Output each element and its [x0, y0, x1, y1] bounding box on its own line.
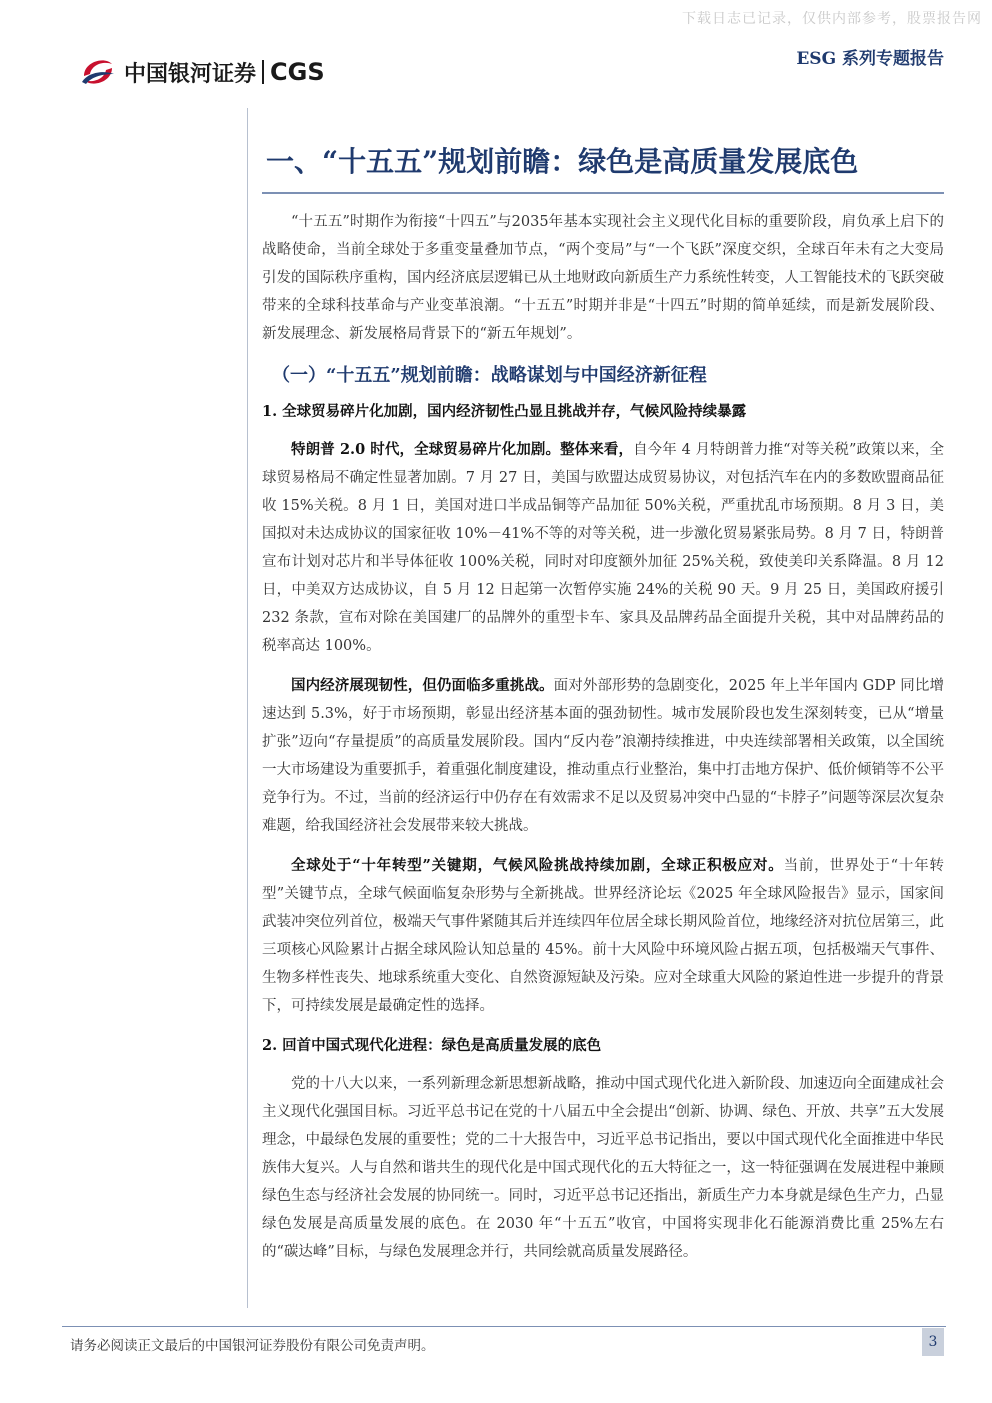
- company-logo: [78, 52, 325, 92]
- item2-title: 2. 回首中国式现代化进程：绿色是高质量发展的底色: [262, 1037, 602, 1054]
- section-title-rule: [262, 192, 944, 194]
- item1-p3-text: 当前，世界处于“十年转型”关键节点，全球气候面临复杂形势与全新挑战。世界经济论坛《2025 年全球风险报告》显示，国家间武装冲突位列首位，极端天气事件紧随其后并连续四年位居全球长期风险首位，地缘经济对抗位居第三，此三项核心风险累计占据全球风险认知总量的 45%。前十大风险中环境风险占据五项，包括极端天气事件、生物多样性丧失、地球系统重大变化、自然资源短缺及污染。应对全球重大风险的紧迫性进一步提升的背景下，可持续发展是最确定性的选择。: [262, 858, 944, 1014]
- section-title: 一、“十五五”规划前瞻：绿色是高质量发展底色: [266, 145, 859, 178]
- section-intro-paragraph: “十五五”时期作为衔接“十四五”与2035年基本实现社会主义现代化目标的重要阶段，肩负承上启下的战略使命，当前全球处于多重变量叠加节点，“两个变局”与“一个飞跃”深度交织，全球百年未有之大变局引发的国际秩序重构，国内经济底层逻辑已从土地财政向新质生产力系统性转变，人工智能技术的飞跃突破带来的全球科技革命与产业变革浪潮。“十五五”时期并非是“十四五”时期的简单延续，而是新发展阶段、新发展理念、新发展格局背景下的“新五年规划”。: [262, 214, 944, 342]
- logo-separator: [262, 60, 264, 84]
- item1-paragraph-3: [262, 852, 944, 1020]
- subsection-title: （一）“十五五”规划前瞻：战略谋划与中国经济新征程: [272, 365, 707, 386]
- report-series-title: ESG 系列专题报告: [796, 49, 944, 69]
- footer-rule: [62, 1326, 946, 1327]
- item1-p2-lead: 国内经济展现韧性，但仍面临多重挑战。: [291, 677, 554, 694]
- item1-title: 1. 全球贸易碎片化加剧，国内经济韧性凸显且挑战并存，气候风险持续暴露: [262, 403, 747, 420]
- item1-paragraph-2: [262, 672, 944, 840]
- cgs-logo-icon: [78, 52, 118, 92]
- item1-p3-lead: 全球处于“十年转型”关键期，气候风险挑战持续加剧，全球正积极应对。: [291, 857, 784, 874]
- watermark-text: 下载日志已记录，仅供内部参考，股票报告网: [682, 11, 982, 27]
- item1-paragraph-1: [262, 436, 944, 660]
- page-number: 3: [922, 1328, 944, 1356]
- item1-p1-lead: 特朗普 2.0 时代，全球贸易碎片化加剧。整体来看，: [291, 441, 634, 458]
- item2-paragraph-1: 党的十八大以来，一系列新理念新思想新战略，推动中国式现代化进入新阶段、加速迈向全面建成社会主义现代化强国目标。习近平总书记在党的十八届五中全会提出“创新、协调、绿色、开放、共享”五大发展理念，中最绿色发展的重要性；党的二十大报告中，习近平总书记指出，要以中国式现代化全面推进中华民族伟大复兴。人与自然和谐共生的现代化是中国式现代化的五大特征之一，这一特征强调在发展进程中兼顾绿色生态与经济社会发展的协同统一。同时，习近平总书记还指出，新质生产力本身就是绿色生产力，凸显绿色发展是高质量发展的底色。在 2030 年“十五五”收官，中国将实现非化石能源消费比重 25%左右的“碳达峰”目标，与绿色发展理念并行，共同绘就高质量发展路径。: [262, 1076, 944, 1260]
- logo-english-text: CGS: [270, 58, 325, 86]
- logo-chinese-text: 中国银河证券: [124, 61, 257, 87]
- main-content: [262, 140, 944, 1266]
- left-margin-rule: [247, 108, 248, 1308]
- item1-p2-text: 面对外部形势的急剧变化，2025 年上半年国内 GDP 同比增速达到 5.3%，好于市场预期，彰显出经济基本面的强劲韧性。城市发展阶段也发生深刻转变，已从“增量扩张”迈向“存量提质”的高质量发展阶段。国内“反内卷”浪潮持续推进，中央连续部署相关政策，以全国统一大市场建设为重要抓手，着重强化制度建设，推动重点行业整治，集中打击地方保护、低价倾销等不公平竞争行为。不过，当前的经济运行中仍存在有效需求不足以及贸易冲突中凸显的“卡脖子”问题等深层次复杂难题，给我国经济社会发展带来较大挑战。: [262, 678, 944, 834]
- item1-p1-text: 自今年 4 月特朗普力推“对等关税”政策以来，全球贸易格局不确定性显著加剧。7 月 27 日，美国与欧盟达成贸易协议，对包括汽车在内的多数欧盟商品征收 15%关税。8 月 1 日，美国对进口半成品铜等产品加征 50%关税，严重扰乱市场预期。8 月 3 日，美国拟对未达成协议的国家征收 10%－41%不等的对等关税，进一步激化贸易紧张局势。8 月 7 日，特朗普宣布计划对芯片和半导体征收 100%关税，同时对印度额外加征 25%关税，致使美印关系降温。8 月 12 日，中美双方达成协议，自 5 月 12 日起第一次暂停实施 24%的关税 90 天。9 月 25 日，美国政府援引 232 条款，宣布对除在美国建厂的品牌外的重型卡车、家具及品牌药品全面提升关税，其中对品牌药品的税率高达 100%。: [262, 442, 944, 654]
- footer-disclaimer: 请务必阅读正文最后的中国银河证券股份有限公司免责声明。: [70, 1338, 435, 1354]
